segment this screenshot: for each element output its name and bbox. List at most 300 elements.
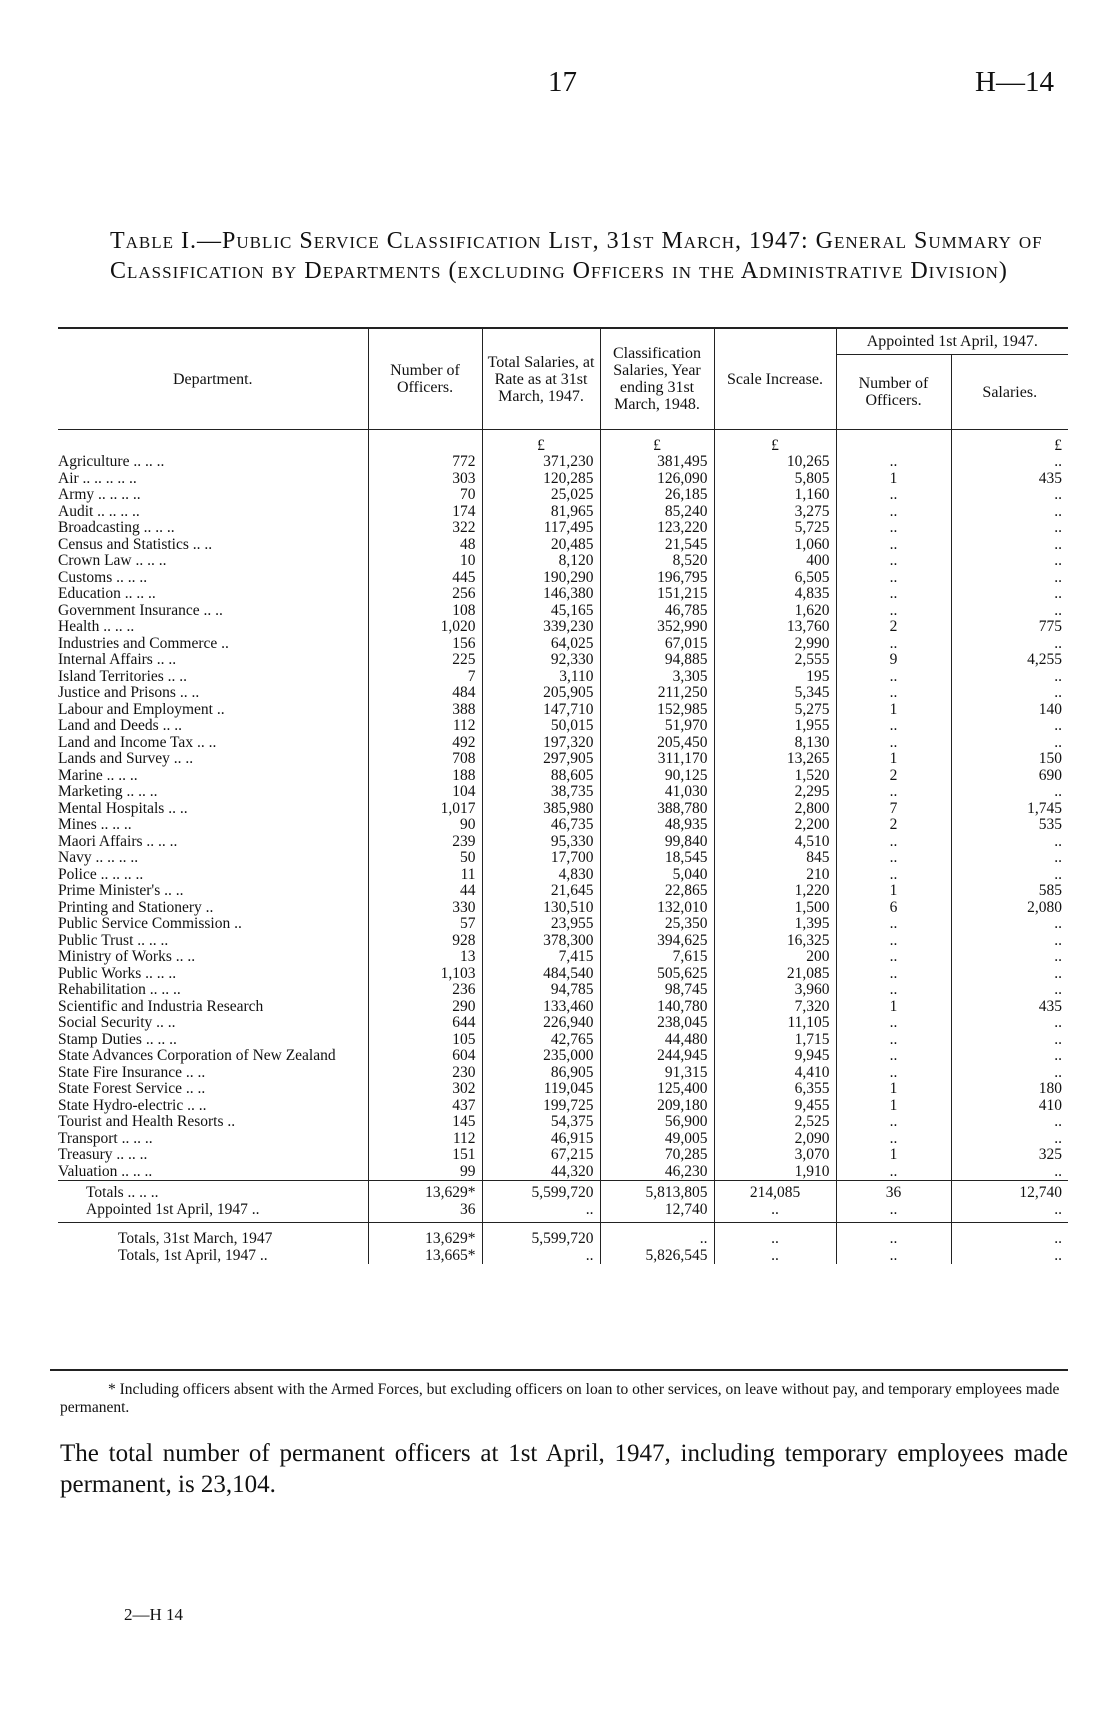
cell-class: 211,250 [600, 685, 714, 702]
cell-class: 126,090 [600, 471, 714, 488]
cell-class: 152,985 [600, 702, 714, 719]
cell-app-s: 2,080 [951, 900, 1068, 917]
cell-officers: 302 [368, 1081, 482, 1098]
cell-scale: 1,220 [714, 883, 836, 900]
cell-officers: 57 [368, 916, 482, 933]
cell-app-n: 1 [836, 1098, 951, 1115]
cell-app-n: .. [836, 735, 951, 752]
cell-scale: 4,510 [714, 834, 836, 851]
department-cell: Social Security .. .. [58, 1014, 176, 1031]
department-cell: Public Works .. .. .. [58, 964, 177, 982]
cell-app-s: .. [951, 933, 1068, 950]
cell-officers: 112 [368, 718, 482, 735]
cell-app-s: .. [951, 685, 1068, 702]
cell-app-n: .. [836, 570, 951, 587]
cell-class: 381,495 [600, 454, 714, 471]
cell-class: 26,185 [600, 487, 714, 504]
cell-app-s: .. [951, 487, 1068, 504]
cell-scale: 21,085 [714, 966, 836, 983]
cell-class: 244,945 [600, 1048, 714, 1065]
cell-app-n: .. [836, 603, 951, 620]
totals-label: Totals, 31st March, 1947 [118, 1230, 273, 1247]
department-cell: Labour and Employment .. [58, 700, 225, 718]
cell-scale: 2,295 [714, 784, 836, 801]
cell-total: 46,735 [482, 817, 600, 834]
cell-app-s: .. [951, 454, 1068, 471]
spacer-cell [600, 1223, 714, 1232]
cell-app-s: .. [951, 570, 1068, 587]
cell-scale: 200 [714, 949, 836, 966]
col-header-classification-salaries: Classification Salaries, Year ending 31st March, 1948. [600, 328, 714, 430]
cell-app-n: .. [836, 537, 951, 554]
cell-app-n: .. [836, 916, 951, 933]
cell-app-n: 1 [836, 883, 951, 900]
cell-class: 132,010 [600, 900, 714, 917]
cell-scale: 2,990 [714, 636, 836, 653]
department-cell: Audit .. .. .. .. [58, 502, 140, 520]
cell-scale: 4,835 [714, 586, 836, 603]
department-cell: Marketing .. .. .. [58, 783, 158, 800]
cell-app-s: .. [951, 603, 1068, 620]
totals-label: Totals, 1st April, 1947 .. [118, 1246, 268, 1264]
cell-app-n: .. [836, 1048, 951, 1065]
department-cell: Industries and Commerce .. [58, 634, 229, 652]
department-cell: Agriculture .. .. .. [58, 453, 165, 470]
units-row [58, 430, 1068, 455]
cell-total: 133,460 [482, 999, 600, 1016]
totals-app-s: 12,740 [951, 1181, 1068, 1202]
totals-row [58, 1202, 1068, 1223]
cell-app-n: .. [836, 949, 951, 966]
totals-officers: 13,629* [368, 1181, 482, 1202]
cell-total: 190,290 [482, 570, 600, 587]
cell-app-s: .. [951, 1065, 1068, 1082]
cell-scale: 1,910 [714, 1164, 836, 1181]
cell-scale: 3,070 [714, 1147, 836, 1164]
col-header-scale-increase: Scale Increase. [714, 328, 836, 430]
cell-officers: 322 [368, 520, 482, 537]
cell-total: 371,230 [482, 454, 600, 471]
department-cell: Lands and Survey .. .. [58, 750, 194, 767]
summary-paragraph: The total number of permanent officers at 1st April, 1947, including temporary employees made permanent, is 23,104. [60, 1440, 1068, 1498]
table-row [58, 982, 1068, 999]
department-cell: Navy .. .. .. .. [58, 849, 139, 866]
cell-total: 38,735 [482, 784, 600, 801]
table-row [58, 487, 1068, 504]
cell-officers: 7 [368, 669, 482, 686]
cell-app-s: .. [951, 537, 1068, 554]
table-row [58, 850, 1068, 867]
cell-app-s: 180 [951, 1081, 1068, 1098]
cell-officers: 604 [368, 1048, 482, 1065]
cell-app-n: .. [836, 1032, 951, 1049]
table-row [58, 454, 1068, 471]
cell-officers: 230 [368, 1065, 482, 1082]
cell-class: 44,480 [600, 1032, 714, 1049]
cell-scale: 1,500 [714, 900, 836, 917]
cell-class: 22,865 [600, 883, 714, 900]
cell-class: 85,240 [600, 504, 714, 521]
cell-app-n: .. [836, 685, 951, 702]
cell-class: 70,285 [600, 1147, 714, 1164]
department-cell: Marine .. .. .. [58, 766, 138, 784]
footnote-rule [50, 1369, 1068, 1371]
cell-scale: 1,620 [714, 603, 836, 620]
table-row [58, 570, 1068, 587]
unit-cell [58, 430, 368, 455]
cell-total: 42,765 [482, 1032, 600, 1049]
cell-class: 49,005 [600, 1131, 714, 1148]
cell-scale: 9,455 [714, 1098, 836, 1115]
table-row [58, 1131, 1068, 1148]
table-row [58, 702, 1068, 719]
cell-total: 147,710 [482, 702, 600, 719]
cell-app-s: 585 [951, 883, 1068, 900]
table-row [58, 834, 1068, 851]
department-cell: Government Insurance .. .. [58, 601, 223, 619]
cell-scale: 2,800 [714, 801, 836, 818]
cell-class: 46,785 [600, 603, 714, 620]
cell-app-n: 1 [836, 1081, 951, 1098]
cell-class: 67,015 [600, 636, 714, 653]
cell-app-s: 690 [951, 768, 1068, 785]
cell-class: 196,795 [600, 570, 714, 587]
department-cell: Valuation .. .. .. [58, 1162, 153, 1180]
cell-total: 226,940 [482, 1015, 600, 1032]
cell-app-s: .. [951, 916, 1068, 933]
totals-app-n: .. [836, 1248, 951, 1265]
department-cell: State Advances Corporation of New Zealand [58, 1047, 336, 1064]
cell-app-n: .. [836, 784, 951, 801]
cell-total: 146,380 [482, 586, 600, 603]
totals-app-n: 36 [836, 1181, 951, 1202]
cell-officers: 290 [368, 999, 482, 1016]
cell-scale: 400 [714, 553, 836, 570]
cell-scale: 1,060 [714, 537, 836, 554]
cell-app-s: .. [951, 1164, 1068, 1181]
table-row [58, 603, 1068, 620]
cell-total: 119,045 [482, 1081, 600, 1098]
cell-app-s: .. [951, 834, 1068, 851]
cell-app-n: .. [836, 520, 951, 537]
cell-scale: 2,090 [714, 1131, 836, 1148]
cell-scale: 2,525 [714, 1114, 836, 1131]
table-row [58, 652, 1068, 669]
totals-app-n: .. [836, 1231, 951, 1248]
cell-officers: 928 [368, 933, 482, 950]
cell-total: 88,605 [482, 768, 600, 785]
cell-total: 339,230 [482, 619, 600, 636]
cell-total: 117,495 [482, 520, 600, 537]
cell-total: 44,320 [482, 1164, 600, 1181]
cell-app-n: .. [836, 1065, 951, 1082]
cell-officers: 330 [368, 900, 482, 917]
cell-app-n: 1 [836, 471, 951, 488]
cell-total: 120,285 [482, 471, 600, 488]
cell-officers: 437 [368, 1098, 482, 1115]
table-row [58, 751, 1068, 768]
cell-app-s: .. [951, 949, 1068, 966]
cell-total: 81,965 [482, 504, 600, 521]
cell-officers: 10 [368, 553, 482, 570]
cell-total: 297,905 [482, 751, 600, 768]
cell-class: 51,970 [600, 718, 714, 735]
cell-class: 18,545 [600, 850, 714, 867]
cell-total: 199,725 [482, 1098, 600, 1115]
cell-app-s: .. [951, 520, 1068, 537]
col-header-number-of-officers: Number of Officers. [368, 328, 482, 430]
table-row [58, 718, 1068, 735]
totals-class: 12,740 [600, 1202, 714, 1223]
table-row [58, 520, 1068, 537]
department-cell: Printing and Stationery .. [58, 898, 214, 916]
cell-officers: 1,020 [368, 619, 482, 636]
cell-scale: 6,355 [714, 1081, 836, 1098]
cell-total: 54,375 [482, 1114, 600, 1131]
department-cell: Maori Affairs .. .. .. [58, 832, 178, 850]
cell-total: 50,015 [482, 718, 600, 735]
cell-app-n: .. [836, 669, 951, 686]
table-row [58, 537, 1068, 554]
cell-scale: 5,725 [714, 520, 836, 537]
col-header-total-salaries: Total Salaries, at Rate as at 31st March, 1947. [482, 328, 600, 430]
cell-total: 4,830 [482, 867, 600, 884]
unit-cell: £ [951, 430, 1068, 455]
totals-officers: 13,665* [368, 1248, 482, 1265]
table-row [58, 883, 1068, 900]
cell-officers: 484 [368, 685, 482, 702]
cell-scale: 5,275 [714, 702, 836, 719]
cell-app-n: 1 [836, 702, 951, 719]
cell-app-n: .. [836, 933, 951, 950]
cell-scale: 2,555 [714, 652, 836, 669]
totals-app-s: .. [951, 1231, 1068, 1248]
cell-class: 5,040 [600, 867, 714, 884]
cell-app-s: .. [951, 1015, 1068, 1032]
cell-scale: 1,395 [714, 916, 836, 933]
cell-class: 125,400 [600, 1081, 714, 1098]
department-cell: Treasury .. .. .. [58, 1146, 148, 1163]
cell-app-n: .. [836, 586, 951, 603]
department-cell: Crown Law .. .. .. [58, 552, 167, 569]
cell-app-s: 150 [951, 751, 1068, 768]
cell-scale: 13,265 [714, 751, 836, 768]
cell-officers: 50 [368, 850, 482, 867]
cell-app-s: .. [951, 1048, 1068, 1065]
cell-total: 64,025 [482, 636, 600, 653]
table-row [58, 768, 1068, 785]
cell-class: 90,125 [600, 768, 714, 785]
cell-app-s: 325 [951, 1147, 1068, 1164]
cell-app-s: .. [951, 982, 1068, 999]
cell-officers: 236 [368, 982, 482, 999]
cell-total: 235,000 [482, 1048, 600, 1065]
document-code: H—14 [975, 66, 1054, 98]
cell-app-s: .. [951, 586, 1068, 603]
totals-class: .. [600, 1231, 714, 1248]
cell-officers: 70 [368, 487, 482, 504]
table-row [58, 619, 1068, 636]
cell-officers: 44 [368, 883, 482, 900]
cell-app-n: 1 [836, 999, 951, 1016]
totals-class: 5,826,545 [600, 1248, 714, 1265]
cell-scale: 16,325 [714, 933, 836, 950]
cell-app-s: .. [951, 867, 1068, 884]
table-row [58, 784, 1068, 801]
cell-class: 505,625 [600, 966, 714, 983]
cell-scale: 1,955 [714, 718, 836, 735]
totals-label: Totals .. .. .. [58, 1181, 368, 1202]
cell-class: 388,780 [600, 801, 714, 818]
totals-row [58, 1248, 1068, 1265]
totals-total: 5,599,720 [482, 1181, 600, 1202]
totals-officers: 13,629* [368, 1231, 482, 1248]
cell-app-s: 410 [951, 1098, 1068, 1115]
department-cell: Census and Statistics .. .. [58, 535, 213, 553]
cell-scale: 1,715 [714, 1032, 836, 1049]
cell-officers: 644 [368, 1015, 482, 1032]
cell-app-n: 2 [836, 817, 951, 834]
totals-scale: .. [714, 1231, 836, 1248]
cell-officers: 492 [368, 735, 482, 752]
totals-total: 5,599,720 [482, 1231, 600, 1248]
cell-class: 91,315 [600, 1065, 714, 1082]
cell-app-s: 140 [951, 702, 1068, 719]
cell-class: 8,520 [600, 553, 714, 570]
cell-officers: 225 [368, 652, 482, 669]
cell-scale: 845 [714, 850, 836, 867]
cell-scale: 5,805 [714, 471, 836, 488]
cell-app-n: .. [836, 1015, 951, 1032]
cell-officers: 156 [368, 636, 482, 653]
table-body [58, 430, 1068, 1265]
totals-row [58, 1231, 1068, 1248]
cell-app-s: .. [951, 669, 1068, 686]
cell-app-n: .. [836, 487, 951, 504]
table-row [58, 966, 1068, 983]
department-cell: State Fire Insurance .. .. [58, 1063, 206, 1081]
department-cell: Health .. .. .. [58, 618, 135, 635]
department-cell: Land and Income Tax .. .. [58, 733, 217, 751]
cell-app-s: 435 [951, 471, 1068, 488]
table-row [58, 916, 1068, 933]
cell-class: 25,350 [600, 916, 714, 933]
cell-class: 41,030 [600, 784, 714, 801]
cell-officers: 108 [368, 603, 482, 620]
unit-cell: £ [600, 430, 714, 455]
cell-class: 394,625 [600, 933, 714, 950]
department-cell: Customs .. .. .. [58, 568, 148, 586]
totals-scale: .. [714, 1248, 836, 1265]
cell-scale: 1,160 [714, 487, 836, 504]
cell-officers: 1,103 [368, 966, 482, 983]
cell-app-s: .. [951, 636, 1068, 653]
cell-officers: 188 [368, 768, 482, 785]
cell-class: 352,990 [600, 619, 714, 636]
cell-total: 95,330 [482, 834, 600, 851]
cell-app-n: 1 [836, 1147, 951, 1164]
department-cell: Internal Affairs .. .. [58, 651, 177, 668]
totals-app-n: .. [836, 1202, 951, 1223]
cell-app-s: .. [951, 735, 1068, 752]
cell-app-n: .. [836, 982, 951, 999]
cell-app-s: .. [951, 1032, 1068, 1049]
cell-officers: 104 [368, 784, 482, 801]
page-number: 17 [548, 66, 577, 98]
table-title: Table I.—Public Service Classification List, 31st March, 1947: General Summary of Classification by Departments (excluding Officers in the Administrative Division) [110, 228, 1043, 284]
department-cell: Tourist and Health Resorts .. [58, 1113, 236, 1130]
cell-officers: 13 [368, 949, 482, 966]
department-cell: Mental Hospitals .. .. [58, 799, 188, 817]
table-row [58, 1081, 1068, 1098]
table-row [58, 933, 1068, 950]
cell-class: 21,545 [600, 537, 714, 554]
cell-scale: 3,960 [714, 982, 836, 999]
cell-scale: 9,945 [714, 1048, 836, 1065]
cell-app-n: 7 [836, 801, 951, 818]
cell-app-n: .. [836, 1164, 951, 1181]
cell-app-n: .. [836, 850, 951, 867]
cell-total: 92,330 [482, 652, 600, 669]
col-header-department: Department. [58, 328, 368, 430]
department-cell: State Hydro-electric .. .. [58, 1096, 207, 1114]
cell-scale: 13,760 [714, 619, 836, 636]
cell-total: 86,905 [482, 1065, 600, 1082]
col-header-appointed-salaries: Salaries. [951, 355, 1068, 430]
department-cell: State Forest Service .. .. [58, 1080, 206, 1097]
cell-scale: 5,345 [714, 685, 836, 702]
cell-class: 7,615 [600, 949, 714, 966]
cell-app-n: 6 [836, 900, 951, 917]
cell-officers: 239 [368, 834, 482, 851]
totals-total: .. [482, 1202, 600, 1223]
cell-total: 8,120 [482, 553, 600, 570]
department-cell: Army .. .. .. .. [58, 486, 141, 503]
table-row [58, 867, 1068, 884]
table-row [58, 801, 1068, 818]
department-cell: Transport .. .. .. [58, 1129, 153, 1147]
cell-app-n: .. [836, 636, 951, 653]
table-row [58, 1032, 1068, 1049]
unit-cell [836, 430, 951, 455]
table-row [58, 999, 1068, 1016]
cell-class: 209,180 [600, 1098, 714, 1115]
cell-total: 25,025 [482, 487, 600, 504]
totals-label: Appointed 1st April, 1947 .. [58, 1202, 368, 1223]
cell-total: 385,980 [482, 801, 600, 818]
cell-scale: 195 [714, 669, 836, 686]
cell-total: 94,785 [482, 982, 600, 999]
cell-class: 238,045 [600, 1015, 714, 1032]
cell-total: 20,485 [482, 537, 600, 554]
cell-app-s: 1,745 [951, 801, 1068, 818]
page-signature: 2—H 14 [124, 1605, 184, 1624]
department-cell: Education .. .. .. [58, 585, 156, 602]
cell-total: 45,165 [482, 603, 600, 620]
table-row [58, 817, 1068, 834]
department-cell: Public Service Commission .. [58, 915, 242, 932]
cell-class: 140,780 [600, 999, 714, 1016]
totals-app-s: .. [951, 1248, 1068, 1265]
cell-class: 98,745 [600, 982, 714, 999]
table-row [58, 553, 1068, 570]
cell-officers: 112 [368, 1131, 482, 1148]
totals-app-s: .. [951, 1202, 1068, 1223]
department-cell: Rehabilitation .. .. .. [58, 981, 181, 998]
table-row [58, 1048, 1068, 1065]
cell-officers: 445 [368, 570, 482, 587]
cell-scale: 11,105 [714, 1015, 836, 1032]
